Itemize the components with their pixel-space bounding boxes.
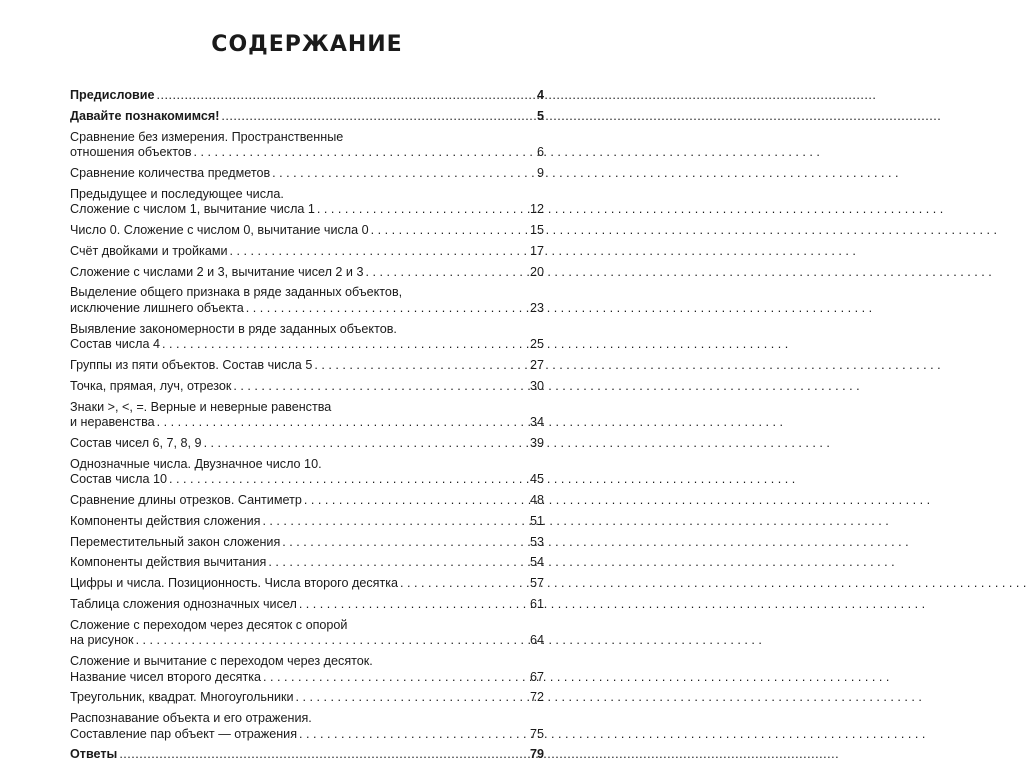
leader-dots xyxy=(246,301,528,317)
toc-entry-line xyxy=(70,244,544,260)
toc-entry-page-number: 48 xyxy=(529,492,544,507)
toc-entry-line xyxy=(70,727,544,743)
toc-entry-page-number: 67 xyxy=(529,669,544,684)
toc-entry-page-number: 72 xyxy=(529,690,544,705)
toc-entry-page-number: 27 xyxy=(529,357,544,372)
toc-entry-title: Предисловие xyxy=(70,88,155,102)
toc-entry-line xyxy=(70,88,544,104)
toc-entry-line xyxy=(70,166,544,182)
toc-entry-title: Ответы xyxy=(70,747,118,762)
toc-entry-6[interactable] xyxy=(70,244,544,260)
toc-entry-14[interactable] xyxy=(70,457,544,488)
leader-dots xyxy=(317,202,528,218)
toc-entry-line xyxy=(70,358,544,374)
leader-dots xyxy=(119,747,528,763)
leader-dots xyxy=(157,88,530,104)
toc-entry-page-number: 15 xyxy=(529,222,544,237)
toc-entry-title: Цифры и числа. Позиционность. Числа второго десятка xyxy=(70,576,399,591)
toc-entry-page-number: 4 xyxy=(536,88,544,102)
toc-entry-line xyxy=(70,223,544,239)
leader-dots xyxy=(268,555,528,571)
toc-entry-title: Сложение с числом 1, вычитание числа 1 xyxy=(70,202,315,217)
toc-entry-page-number: 75 xyxy=(529,726,544,741)
leader-dots xyxy=(230,244,528,260)
toc-entry-page-number: 5 xyxy=(536,108,544,123)
toc-entry-25[interactable] xyxy=(70,747,544,763)
toc-entry-5[interactable] xyxy=(70,223,544,239)
toc-entry-line xyxy=(70,265,544,281)
page-title: СОДЕРЖАНИЕ xyxy=(211,32,403,57)
toc-entry-line xyxy=(70,109,544,125)
toc-entry-page-number: 9 xyxy=(536,165,544,180)
toc-entry-page-number: 51 xyxy=(529,513,544,528)
toc-entry-20[interactable] xyxy=(70,597,544,613)
toc-entry-page-number: 17 xyxy=(529,243,544,258)
toc-entry-24[interactable] xyxy=(70,711,544,742)
leader-dots xyxy=(169,472,528,488)
toc-entry-title: и неравенства xyxy=(70,415,155,430)
toc-entry-title: Счёт двойками и тройками xyxy=(70,243,228,258)
toc-entry-title: Сравнение количества предметов xyxy=(70,165,271,180)
toc-entry-line xyxy=(70,555,544,571)
toc-entry-title: Сравнение длины отрезков. Сантиметр xyxy=(70,492,302,507)
toc-entry-21[interactable] xyxy=(70,618,544,649)
leader-dots xyxy=(304,493,528,509)
toc-entry-page-number: 20 xyxy=(529,264,544,279)
toc-entry-title: исключение лишнего объекта xyxy=(70,300,244,315)
toc-entry-page-number: 25 xyxy=(529,337,544,352)
toc-entry-title: Таблица сложения однозначных чисел xyxy=(70,596,297,611)
toc-entry-page-number: 54 xyxy=(529,555,544,570)
toc-entry-first-line: Сравнение без измерения. Пространственные xyxy=(70,129,344,144)
toc-entry-first-line: Предыдущее и последующее числа. xyxy=(70,186,284,201)
toc-entry-12[interactable] xyxy=(70,400,544,431)
leader-dots xyxy=(296,690,528,706)
toc-entry-title: Составление пар объект — отражения xyxy=(70,726,298,741)
toc-entry-title: Компоненты действия сложения xyxy=(70,513,261,528)
leader-dots xyxy=(262,514,528,530)
toc-entry-page-number: 23 xyxy=(529,300,544,315)
toc-entry-line xyxy=(70,535,544,551)
toc-entry-title: Название чисел второго десятка xyxy=(70,669,262,684)
leader-dots xyxy=(314,358,528,374)
toc-entry-line xyxy=(70,690,544,706)
toc-entry-page-number: 39 xyxy=(529,435,544,450)
toc-entry-line xyxy=(70,301,544,317)
toc-entry-23[interactable] xyxy=(70,690,544,706)
toc-entry-line xyxy=(70,436,544,452)
toc-entry-line xyxy=(70,576,544,592)
toc-entry-4[interactable] xyxy=(70,187,544,218)
toc-entry-line xyxy=(70,379,544,395)
toc-entry-16[interactable] xyxy=(70,514,544,530)
toc-entry-title: Число 0. Сложение с числом 0, вычитание числа 0 xyxy=(70,222,369,237)
toc-entry-1[interactable] xyxy=(70,109,544,125)
leader-dots xyxy=(400,576,528,592)
leader-dots xyxy=(263,670,528,686)
toc-entry-title: Сложение с числами 2 и 3, вычитание чисел 2 и 3 xyxy=(70,264,364,279)
toc-entry-0[interactable] xyxy=(70,88,544,104)
leader-dots xyxy=(371,223,528,239)
leader-dots xyxy=(136,633,528,649)
leader-dots xyxy=(162,337,528,353)
toc-entry-2[interactable] xyxy=(70,130,544,161)
toc-entry-page-number: 6 xyxy=(536,145,544,160)
toc-entry-first-line: Сложение и вычитание с переходом через десяток. xyxy=(70,654,373,669)
toc-entry-title: Состав числа 10 xyxy=(70,472,167,487)
leader-dots xyxy=(194,145,530,161)
toc-entry-line xyxy=(70,633,544,649)
toc-entry-15[interactable] xyxy=(70,493,544,509)
leader-dots xyxy=(221,109,530,125)
leader-dots xyxy=(272,166,530,182)
toc-entry-first-line: Распознавание объекта и его отражения. xyxy=(70,711,312,726)
toc-entry-line xyxy=(70,514,544,530)
leader-dots xyxy=(299,727,528,743)
leader-dots xyxy=(157,415,528,431)
toc-entry-title: на рисунок xyxy=(70,633,134,648)
toc-entry-title: Состав чисел 6, 7, 8, 9 xyxy=(70,435,202,450)
toc-entry-line xyxy=(70,145,544,161)
toc-entry-title: Давайте познакомимся! xyxy=(70,108,220,123)
toc-entry-page-number: 34 xyxy=(529,415,544,430)
toc-entry-page-number: 79 xyxy=(529,747,544,762)
toc-entry-9[interactable] xyxy=(70,322,544,353)
leader-dots xyxy=(204,436,528,452)
toc-entry-11[interactable] xyxy=(70,379,544,395)
toc-entry-line xyxy=(70,337,544,353)
toc-entry-line xyxy=(70,493,544,509)
toc-entry-line xyxy=(70,415,544,431)
toc-entry-10[interactable] xyxy=(70,358,544,374)
leader-dots xyxy=(282,535,528,551)
toc-entry-page-number: 57 xyxy=(529,576,544,591)
toc-entry-first-line: Выделение общего признака в ряде заданных объектов, xyxy=(70,285,403,300)
table-of-contents xyxy=(70,88,544,763)
toc-entry-line xyxy=(70,670,544,686)
toc-entry-page-number: 53 xyxy=(529,534,544,549)
toc-entry-title: Состав числа 4 xyxy=(70,337,160,352)
toc-entry-line xyxy=(70,597,544,613)
toc-entry-first-line: Знаки >, <, =. Верные и неверные равенства xyxy=(70,399,332,414)
leader-dots xyxy=(233,379,528,395)
toc-entry-page-number: 61 xyxy=(529,596,544,611)
toc-entry-19[interactable] xyxy=(70,576,544,592)
toc-entry-page-number: 45 xyxy=(529,472,544,487)
toc-entry-title: Переместительный закон сложения xyxy=(70,534,281,549)
toc-entry-title: отношения объектов xyxy=(70,145,192,160)
toc-entry-title: Точка, прямая, луч, отрезок xyxy=(70,378,232,393)
toc-entry-line xyxy=(70,747,544,763)
toc-entry-title: Треугольник, квадрат. Многоугольники xyxy=(70,690,294,705)
toc-entry-3[interactable] xyxy=(70,166,544,182)
toc-entry-13[interactable] xyxy=(70,436,544,452)
toc-entry-17[interactable] xyxy=(70,535,544,551)
toc-entry-page-number: 64 xyxy=(529,633,544,648)
toc-entry-22[interactable] xyxy=(70,654,544,685)
toc-entry-first-line: Сложение с переходом через десяток с опорой xyxy=(70,617,348,632)
toc-entry-7[interactable] xyxy=(70,265,544,281)
leader-dots xyxy=(365,265,528,281)
leader-dots xyxy=(299,597,528,613)
toc-entry-page-number: 30 xyxy=(529,378,544,393)
toc-entry-first-line: Выявление закономерности в ряде заданных объектов. xyxy=(70,321,397,336)
toc-entry-page-number: 12 xyxy=(529,202,544,217)
toc-entry-18[interactable] xyxy=(70,555,544,571)
toc-entry-line xyxy=(70,472,544,488)
toc-entry-title: Группы из пяти объектов. Состав числа 5 xyxy=(70,357,313,372)
toc-entry-first-line: Однозначные числа. Двузначное число 10. xyxy=(70,456,322,471)
toc-entry-line xyxy=(70,202,544,218)
toc-entry-8[interactable] xyxy=(70,285,544,316)
toc-entry-title: Компоненты действия вычитания xyxy=(70,555,267,570)
